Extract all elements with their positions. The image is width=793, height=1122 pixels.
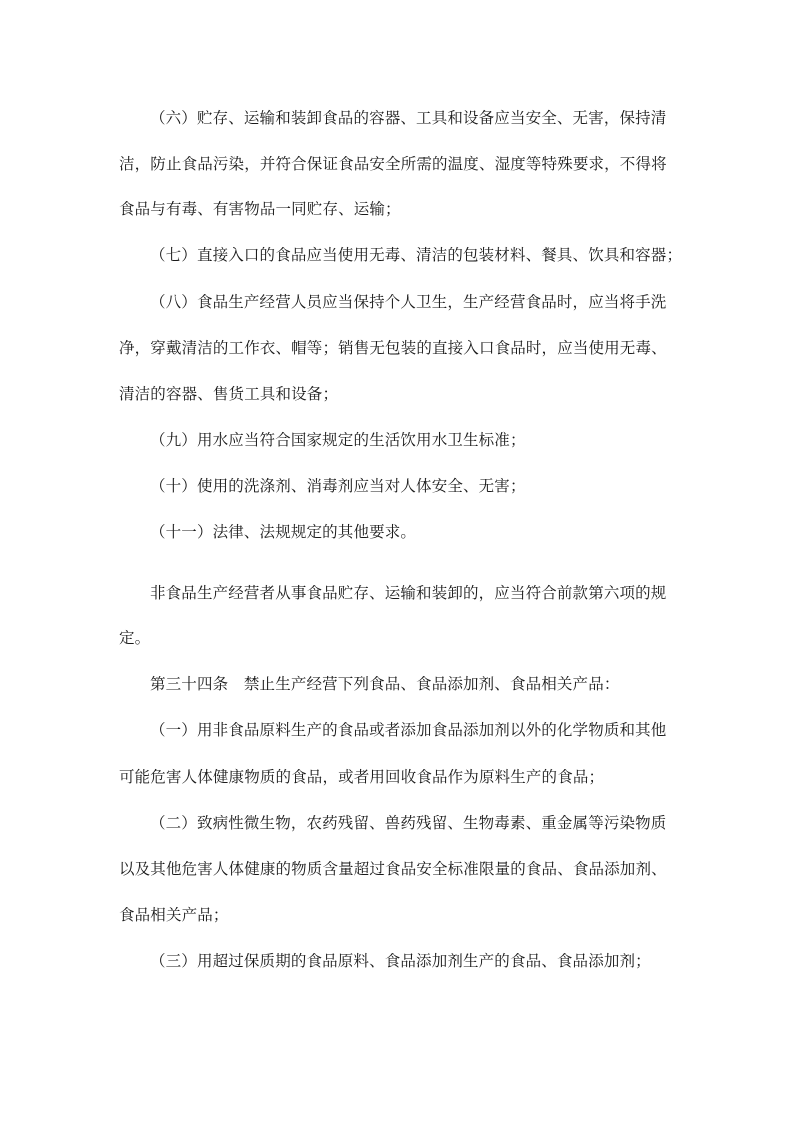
text-line: （八）食品生产经营人员应当保持个人卫生，生产经营食品时，应当将手洗: [150, 293, 667, 311]
text-line: （一）用非食品原料生产的食品或者添加食品添加剂以外的化学物质和其他: [150, 721, 667, 739]
text-line: 非食品生产经营者从事食品贮存、运输和装卸的，应当符合前款第六项的规: [150, 584, 667, 602]
text-line: 洁，防止食品污染，并符合保证食品安全所需的温度、湿度等特殊要求，不得将: [119, 155, 667, 173]
text-line: 定。: [119, 629, 151, 647]
text-line: （三）用超过保质期的食品原料、食品添加剂生产的食品、食品添加剂；: [150, 952, 651, 970]
text-line: 清洁的容器、售货工具和设备；: [119, 385, 339, 403]
article-heading: 第三十四条 禁止生产经营下列食品、食品添加剂、食品相关产品：: [150, 675, 620, 693]
text-line: （二）致病性微生物，农药残留、兽药残留、生物毒素、重金属等污染物质: [150, 814, 667, 832]
text-line: 可能危害人体健康物质的食品，或者用回收食品作为原料生产的食品；: [119, 768, 605, 786]
text-line: 食品与有毒、有害物品一同贮存、运输；: [119, 200, 401, 218]
text-line: （六）贮存、运输和装卸食品的容器、工具和设备应当安全、无害，保持清: [150, 109, 667, 127]
text-line: 食品相关产品；: [119, 906, 229, 924]
text-line: （十一）法律、法规规定的其他要求。: [150, 523, 417, 541]
text-line: 以及其他危害人体健康的物质含量超过食品安全标准限量的食品、食品添加剂、: [119, 860, 667, 878]
text-line: （七）直接入口的食品应当使用无毒、清洁的包装材料、餐具、饮具和容器；: [150, 246, 683, 264]
text-line: （九）用水应当符合国家规定的生活饮用水卫生标准；: [150, 431, 526, 449]
text-line: 净，穿戴清洁的工作衣、帽等；销售无包装的直接入口食品时，应当使用无毒、: [119, 339, 667, 357]
text-line: （十）使用的洗涤剂、消毒剂应当对人体安全、无害；: [150, 477, 526, 495]
